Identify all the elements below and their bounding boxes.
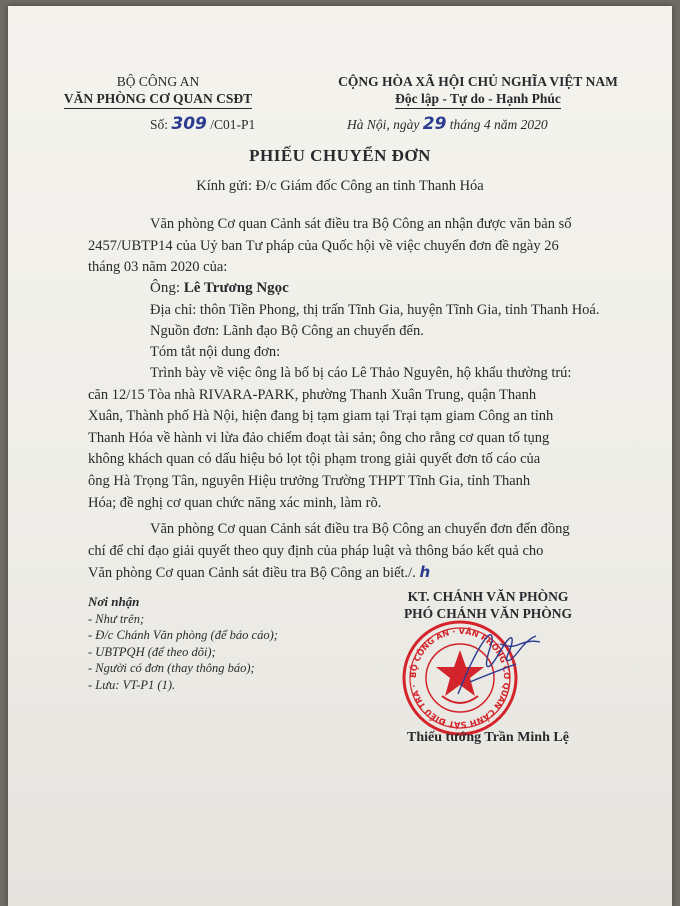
country-name: CỘNG HÒA XÃ HỘI CHỦ NGHĨA VIỆT NAM: [338, 74, 618, 89]
summary-paragraph: Trình bày về việc ông là bố bị cáo Lê Thảo Nguyên, hộ khẩu thường trú: căn 12/15 Tòa nhà RIVARA-PARK, phường Thanh Xuân Trung, quận Thanh Xuân, Thành phố Hà Nội, hiện đang bị tạm giam tại Trại tạm giam Công an tỉnh Thanh Hóa về hành vi lừa đảo chiếm đoạt tài sản; ông cho rằng cơ quan tố tụng không khách quan có dấu hiệu bỏ lọt tội phạm trong giải quyết đơn tố cáo của ông Hà Trọng Tân, nguyên Hiệu trưởng Trường THPT Tĩnh Gia, tỉnh Thanh Hóa; đề nghị cơ quan chức năng xác minh, làm rõ.: [88, 365, 572, 511]
document-paper: [8, 6, 672, 906]
document-number: Số: 309 /C01-P1: [150, 114, 256, 134]
address-line: Địa chỉ: thôn Tiền Phong, thị trấn Tĩnh Gia, huyện Tĩnh Gia, tỉnh Thanh Hoá.: [150, 302, 600, 318]
motto: Độc lập - Tự do - Hạnh Phúc: [308, 91, 648, 109]
recipients-label: Nơi nhận: [88, 594, 140, 609]
office-name: VĂN PHÒNG CƠ QUAN CSĐT: [8, 91, 308, 109]
handwritten-day: 29: [422, 114, 447, 134]
signer-name: Thiếu tướng Trần Minh Lệ: [407, 730, 569, 745]
signature-title-1: KT. CHÁNH VĂN PHÒNG: [407, 589, 569, 604]
intro-paragraph: Văn phòng Cơ quan Cảnh sát điều tra Bộ Công an nhận được văn bản số 2457/UBTP14 của Uỷ ban Tư pháp của Quốc hội về việc chuyển đơn đề ngày 26 tháng 03 năm 2020 của:: [88, 216, 572, 276]
recipients-block: Nơi nhận - Như trên; - Đ/c Chánh Văn phòng (để báo cáo); - UBTPQH (để theo dõi); - Người có đơn (thay thông báo); - Lưu: VT-P1 (1).: [88, 594, 278, 692]
document-date: Hà Nội, ngày 29 tháng 4 năm 2020: [347, 114, 548, 134]
recipient-line: Kính gửi: Đ/c Giám đốc Công an tỉnh Thanh Hóa: [196, 178, 484, 194]
person-line: Ông: Lê Trương Ngọc: [150, 280, 289, 296]
signature-title-2: PHÓ CHÁNH VĂN PHÒNG: [403, 606, 573, 621]
document-title: PHIẾU CHUYỂN ĐƠN: [249, 146, 431, 165]
person-name: Lê Trương Ngọc: [183, 280, 289, 296]
ministry-name: BỘ CÔNG AN: [116, 74, 200, 89]
source-line: Nguồn đơn: Lãnh đạo Bộ Công an chuyển đến.: [150, 323, 424, 339]
closing-initials: h: [419, 563, 431, 582]
closing-paragraph: Văn phòng Cơ quan Cảnh sát điều tra Bộ Công an chuyển đơn đến đồng chí để chỉ đạo giải quyết theo quy định của pháp luật và thông báo kết quả cho Văn phòng Cơ quan Cảnh sát điều tra Bộ Công an biết./. h: [88, 521, 570, 582]
seal-text: BỘ CÔNG AN · VĂN PHÒNG CƠ QUAN CẢNH SÁT ĐIỀU TRA ·: [407, 625, 513, 731]
summary-label: Tóm tắt nội dung đơn:: [150, 344, 281, 360]
signature-scribble-icon: [440, 624, 550, 714]
handwritten-number: 309: [171, 114, 207, 134]
